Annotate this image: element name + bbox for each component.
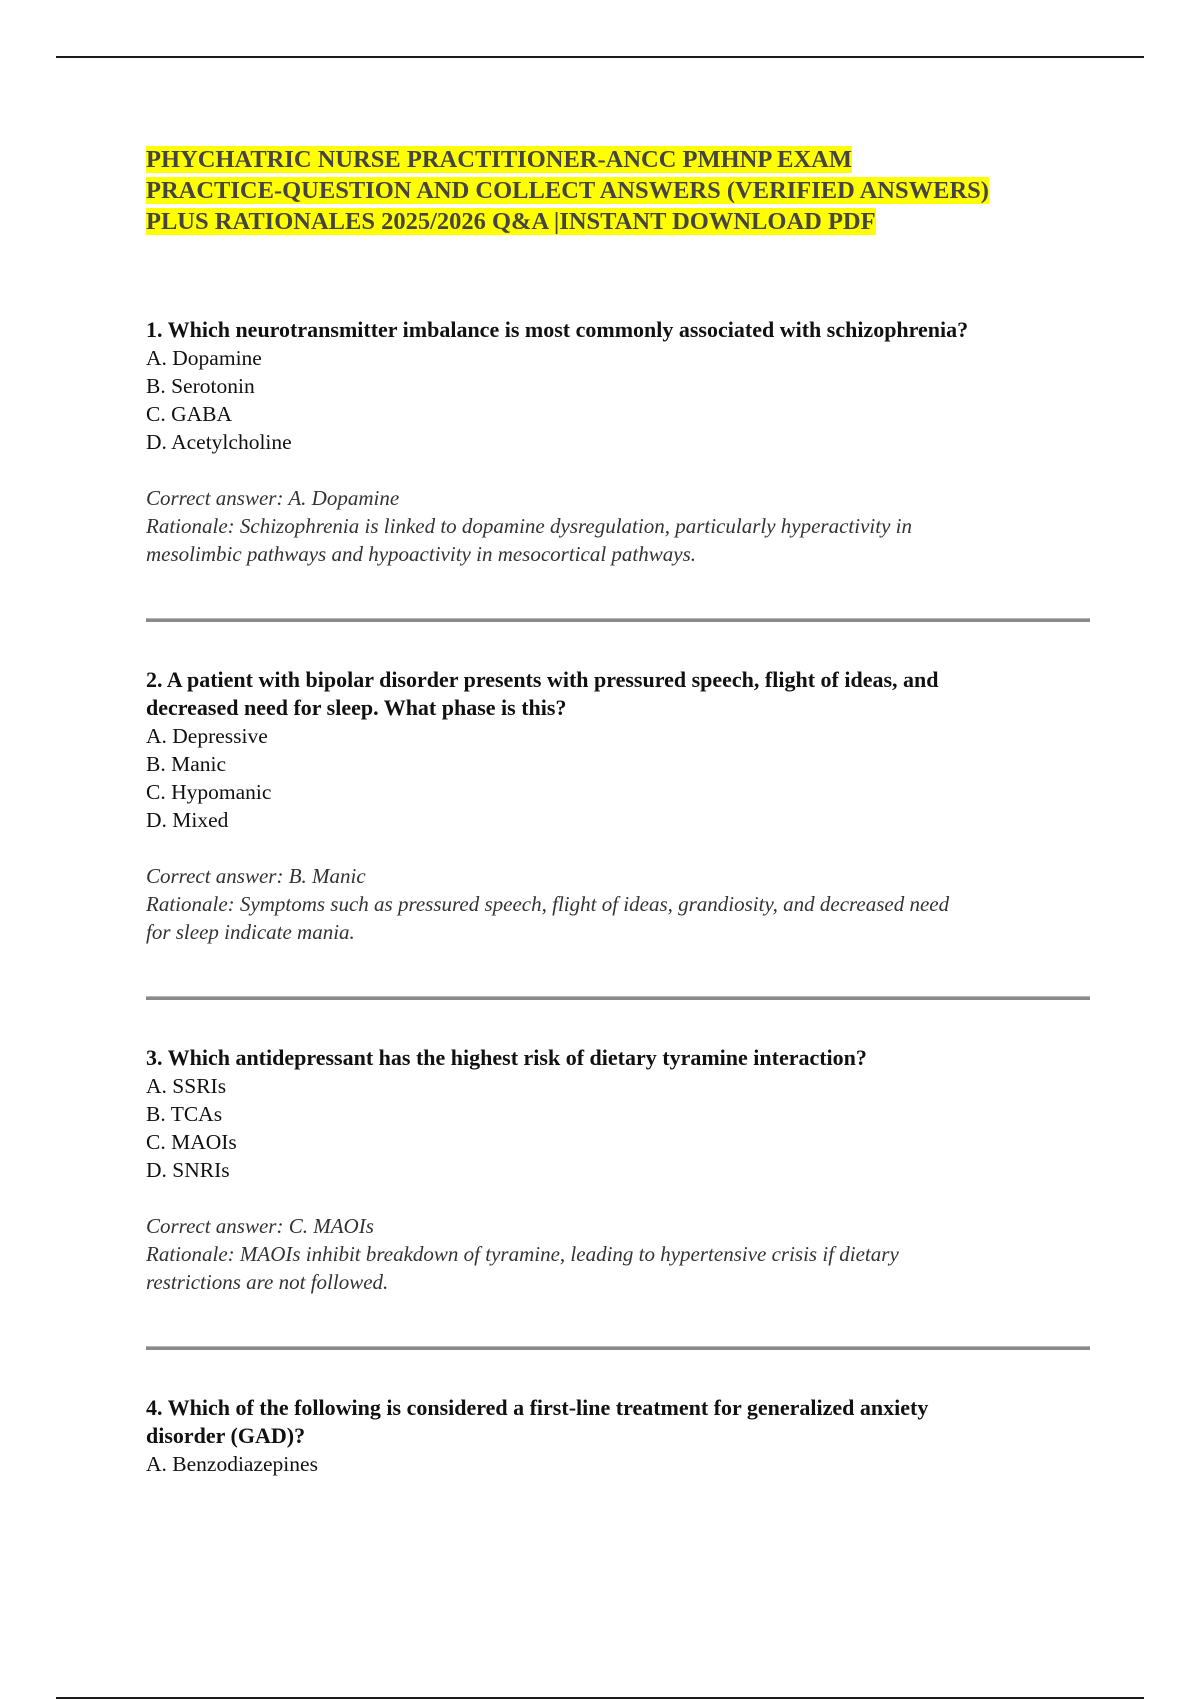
option-a: A. SSRIs <box>146 1074 227 1098</box>
option-b: B. Serotonin <box>146 374 255 398</box>
option-d: D. SNRIs <box>146 1158 230 1182</box>
option-a: A. Benzodiazepines <box>146 1452 318 1476</box>
answer-explanation <box>146 484 1096 568</box>
section-divider <box>146 1346 1090 1350</box>
correct-answer: Correct answer: B. Manic <box>146 864 366 888</box>
rationale: Rationale: Symptoms such as pressured speech, flight of ideas, grandiosity, and decreased need for sleep indicate mania. <box>146 892 950 944</box>
question-block-1 <box>146 316 1096 622</box>
title-line-2: PRACTICE-QUESTION AND COLLECT ANSWERS (VERIFIED ANSWERS) <box>146 177 989 204</box>
rationale: Rationale: Schizophrenia is linked to dopamine dysregulation, particularly hyperactivity in mesolimbic pathways and hypoactivity in mesocortical pathways. <box>146 514 912 566</box>
answer-options <box>146 1450 1096 1478</box>
question-block-2 <box>146 666 1096 1000</box>
question-block-4 <box>146 1394 1096 1478</box>
section-divider <box>146 996 1090 1000</box>
option-c: C. Hypomanic <box>146 780 272 804</box>
page-bottom-rule <box>56 1697 1144 1699</box>
rationale: Rationale: MAOIs inhibit breakdown of tyramine, leading to hypertensive crisis if dietary restrictions are not followed. <box>146 1242 899 1294</box>
answer-explanation <box>146 862 1096 946</box>
section-divider <box>146 618 1090 622</box>
question-text: 4. Which of the following is considered a first-line treatment for generalized anxiety disorder (GAD)? <box>146 1395 929 1448</box>
title-line-3: PLUS RATIONALES 2025/2026 Q&A |INSTANT DOWNLOAD PDF <box>146 208 876 235</box>
page-top-rule <box>56 56 1144 58</box>
option-b: B. Manic <box>146 752 227 776</box>
question-text: 1. Which neurotransmitter imbalance is most commonly associated with schizophrenia? <box>146 317 969 342</box>
option-c: C. GABA <box>146 402 233 426</box>
option-a: A. Dopamine <box>146 346 262 370</box>
correct-answer: Correct answer: C. MAOIs <box>146 1214 374 1238</box>
answer-options <box>146 1072 1096 1184</box>
answer-options <box>146 722 1096 834</box>
option-b: B. TCAs <box>146 1102 223 1126</box>
question-text: 3. Which antidepressant has the highest risk of dietary tyramine interaction? <box>146 1045 867 1070</box>
option-a: A. Depressive <box>146 724 268 748</box>
question-text: 2. A patient with bipolar disorder presents with pressured speech, flight of ideas, and decreased need for sleep. What phase is this? <box>146 667 939 720</box>
question-block-3 <box>146 1044 1096 1350</box>
document-title <box>146 144 1096 237</box>
answer-explanation <box>146 1212 1096 1296</box>
document-page <box>146 144 1096 1478</box>
option-d: D. Acetylcholine <box>146 430 292 454</box>
answer-options <box>146 344 1096 456</box>
title-line-1: PHYCHATRIC NURSE PRACTITIONER-ANCC PMHNP EXAM <box>146 146 852 173</box>
option-c: C. MAOIs <box>146 1130 237 1154</box>
correct-answer: Correct answer: A. Dopamine <box>146 486 400 510</box>
option-d: D. Mixed <box>146 808 229 832</box>
